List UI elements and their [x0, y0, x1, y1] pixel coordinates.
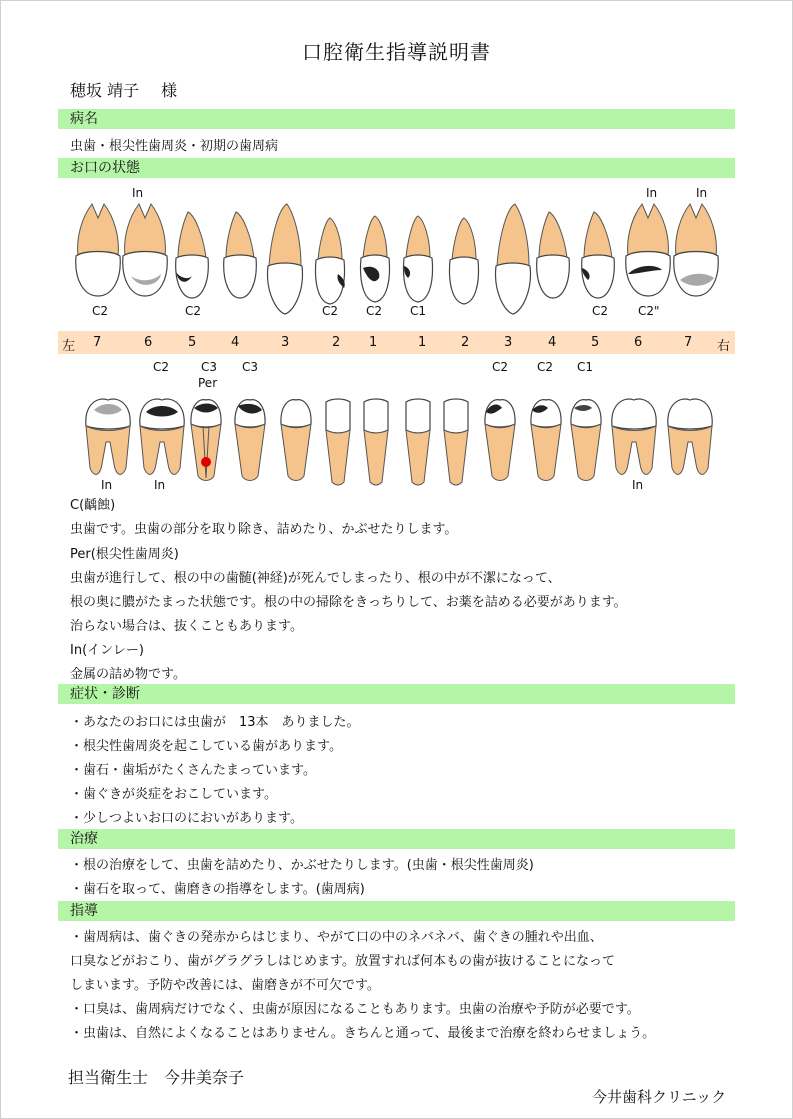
upper-tooth-3R	[496, 204, 531, 314]
lower-code-label: C1	[577, 360, 594, 374]
upper-tooth-7L	[76, 204, 121, 296]
jaw-side-left: 左	[62, 339, 76, 354]
section-treatment: 治療	[58, 829, 735, 849]
symptom-item: ・歯ぐきが炎症をおこしています。	[70, 787, 277, 802]
symptom-item: ・少しつよいお口のにおいがあります。	[70, 811, 303, 826]
staff-name: 担当衛生士 今井美奈子	[68, 1068, 245, 1087]
guidance-item: 口臭などがおこり、歯がグラグラしはじめます。放置すれば何本もの歯が抜けることになって	[70, 954, 615, 969]
upper-code-label: C2	[185, 304, 202, 318]
explanation-line: Per(根尖性歯周炎)	[70, 547, 179, 562]
patient-suffix: 様	[161, 81, 178, 100]
upper-inlay-label: In	[696, 186, 708, 200]
diagnosis-text: 虫歯・根尖性歯周炎・初期の歯周病	[70, 139, 279, 154]
guidance-item: ・虫歯は、自然によくなることはありません。きちんと通って、最後まで治療を終わらせましょう。	[70, 1026, 656, 1041]
explanation-line: C(齲蝕)	[70, 498, 116, 513]
section-symptoms: 症状・診断	[58, 684, 735, 704]
tooth-number: 1	[369, 335, 378, 350]
lower-per-label: Per	[198, 376, 218, 390]
symptom-item: ・歯石・歯垢がたくさんたまっています。	[70, 763, 316, 778]
explanation-line: 金属の詰め物です。	[70, 667, 186, 682]
lower-tooth-7L	[86, 399, 130, 474]
page-title: 口腔衛生指導説明書	[302, 40, 491, 64]
tooth-number: 2	[332, 335, 341, 350]
section-guidance: 指導	[58, 901, 735, 921]
lower-tooth-4L	[235, 400, 265, 481]
lower-tooth-4R	[531, 400, 561, 481]
lower-code-label: C3	[201, 360, 218, 374]
lower-tooth-1L	[364, 399, 388, 485]
upper-tooth-5L	[176, 212, 209, 298]
lower-tooth-5L	[191, 400, 221, 481]
tooth-chart	[0, 0, 793, 500]
tooth-number: 4	[548, 335, 557, 350]
upper-tooth-6L	[123, 204, 168, 296]
tooth-number: 7	[684, 335, 693, 350]
upper-tooth-2R	[450, 218, 479, 304]
explanation-line: 虫歯が進行して、根の中の歯髄(神経)が死んでしまったり、根の中が不潔になって、	[70, 571, 561, 586]
upper-tooth-5R	[582, 212, 615, 298]
tooth-number: 3	[504, 335, 513, 350]
tooth-number: 1	[418, 335, 427, 350]
tooth-number: 5	[591, 335, 600, 350]
upper-code-label: C1	[410, 304, 427, 318]
treatment-item: ・根の治療をして、虫歯を詰めたり、かぶせたりします。(虫歯・根尖性歯周炎)	[70, 858, 534, 873]
upper-tooth-4L	[224, 212, 257, 298]
lower-tooth-1R	[406, 399, 430, 485]
symptom-item: ・あなたのお口には虫歯が 13本 ありました。	[70, 715, 360, 730]
symptom-item: ・根尖性歯周炎を起こしている歯があります。	[70, 739, 342, 754]
upper-tooth-7R	[674, 204, 719, 296]
patient-name: 穂坂 靖子	[70, 81, 140, 100]
lower-tooth-3L	[281, 400, 311, 481]
lower-tooth-5R	[571, 400, 601, 481]
tooth-number: 6	[634, 335, 643, 350]
lower-inlay-label: In	[632, 478, 644, 492]
treatment-item: ・歯石を取って、歯磨きの指導をします。(歯周病)	[70, 882, 365, 897]
upper-code-label: C2	[366, 304, 383, 318]
upper-code-label: C2	[322, 304, 339, 318]
upper-tooth-4R	[537, 212, 570, 298]
lower-tooth-2R	[444, 399, 468, 485]
tooth-number: 6	[144, 335, 153, 350]
lower-tooth-6R	[612, 399, 656, 474]
lower-inlay-label: In	[101, 478, 113, 492]
upper-tooth-3L	[268, 204, 303, 314]
lower-code-label: C2	[153, 360, 170, 374]
tooth-number: 7	[93, 335, 102, 350]
lower-inlay-label: In	[154, 478, 166, 492]
guidance-item: ・口臭は、歯周病だけでなく、虫歯が原因になることもあります。虫歯の治療や予防が必要です。	[70, 1002, 640, 1017]
guidance-item: ・歯周病は、歯ぐきの発赤からはじまり、やがて口の中のネバネバ、歯ぐきの腫れや出血、	[70, 930, 603, 945]
lower-code-label: C2	[537, 360, 554, 374]
upper-code-label: C2	[92, 304, 109, 318]
lower-tooth-3R	[485, 400, 515, 481]
upper-tooth-6R	[626, 204, 671, 296]
upper-tooth-1R	[404, 216, 433, 302]
upper-code-label: C2"	[638, 304, 660, 318]
tooth-number: 3	[281, 335, 290, 350]
explanation-line: In(インレー)	[70, 643, 144, 658]
section-disease: 病名	[58, 109, 735, 129]
jaw-side-right: 右	[717, 339, 731, 354]
upper-inlay-label: In	[646, 186, 658, 200]
upper-tooth-2L	[316, 218, 345, 304]
lower-tooth-7R	[668, 399, 712, 474]
tooth-number: 5	[188, 335, 197, 350]
explanation-line: 治らない場合は、抜くこともあります。	[70, 619, 303, 634]
upper-tooth-1L	[361, 216, 390, 302]
lower-code-label: C2	[492, 360, 509, 374]
upper-code-label: C2	[592, 304, 609, 318]
lower-code-label: C3	[242, 360, 259, 374]
upper-inlay-label: In	[132, 186, 144, 200]
section-mouth: お口の状態	[58, 158, 735, 178]
guidance-item: しまいます。予防や改善には、歯磨きが不可欠です。	[70, 978, 380, 993]
lower-tooth-2L	[326, 399, 350, 485]
explanation-line: 根の奥に膿がたまった状態です。根の中の掃除をきっちりして、お薬を詰める必要があります。	[70, 595, 627, 610]
tooth-number: 2	[461, 335, 470, 350]
lower-tooth-6L	[140, 399, 184, 474]
tooth-number: 4	[231, 335, 240, 350]
explanation-line: 虫歯です。虫歯の部分を取り除き、詰めたり、かぶせたりします。	[70, 522, 458, 537]
clinic-name: 今井歯科クリニック	[592, 1088, 727, 1106]
